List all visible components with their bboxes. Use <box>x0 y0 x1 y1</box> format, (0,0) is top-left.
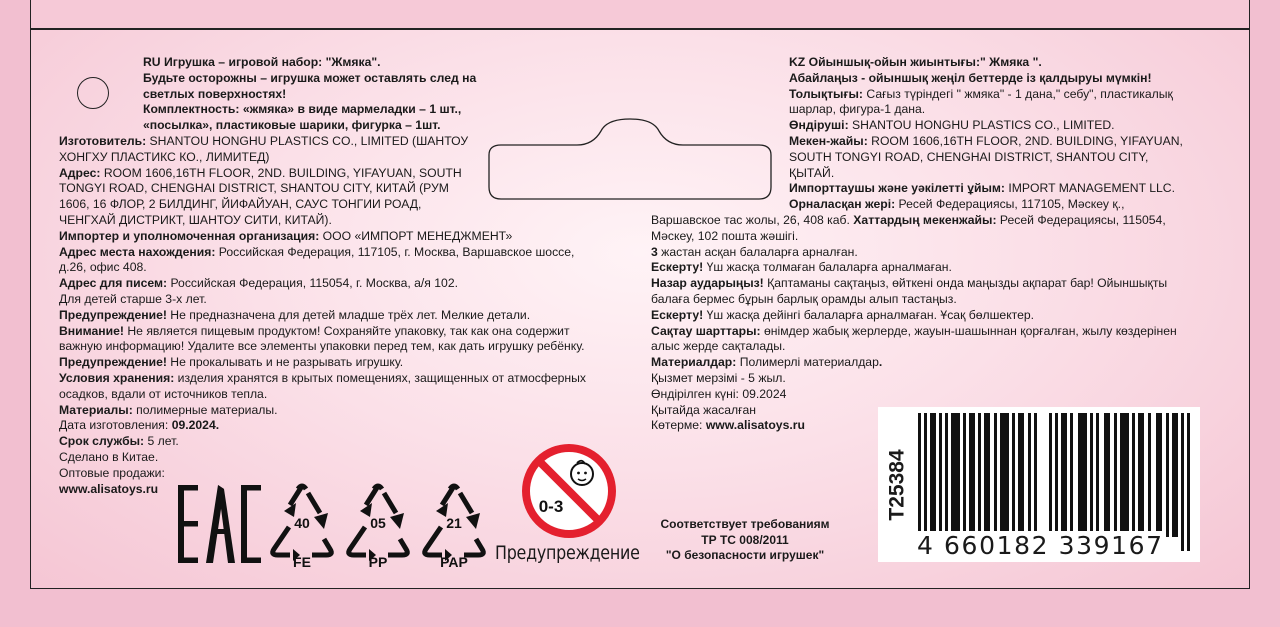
kz-details <box>651 213 1177 434</box>
ru-head-line: «посылка», пластиковые шарики, фигурка – 1шт. <box>143 118 441 133</box>
kz-caution: Абайлаңыз - ойыншық жеңіл беттерде із қалдыруы мүмкін! <box>789 70 1152 85</box>
recycle-pap-code: 21 <box>446 515 462 531</box>
ru-date <box>59 418 586 434</box>
ru-importer-label: Импортер и уполномоченная организация: <box>59 228 320 243</box>
kz-attention-value: Қаптаманы сақтаңыз, өйткені онда маңызды ақпарат бар! Ойыншықты <box>763 276 1168 291</box>
kz-produced: Өндірілген күні: 09.2024 <box>651 386 787 401</box>
ru-head-line: Комплектность: «жмяка» в виде мармеладки – 1 шт., <box>143 102 462 117</box>
ru-date-label: Дата изготовления: <box>59 418 172 433</box>
kz-importer-value: IMPORT MANAGEMENT LLC. <box>1004 181 1175 196</box>
kz-note-2-value: Үш жасқа дейінгі балаларға арналмаған. Ұсақ бөлшектер. <box>703 307 1035 322</box>
kz-attention <box>651 276 1177 292</box>
kz-prefix: KZ <box>789 55 806 69</box>
ru-warning-2-value: Не прокалывать и не разрывать игрушку. <box>166 355 404 370</box>
kz-title <box>789 55 1183 71</box>
ru-storage-label: Условия хранения: <box>59 370 175 385</box>
ru-location-cont: д.26, офис 408. <box>59 260 147 275</box>
ru-age: Для детей старше 3-х лет. <box>59 291 207 306</box>
kz-materials-label: Материалдар: <box>651 355 737 370</box>
kz-note-1-value: Үш жасқа толмаған балаларға арналмаған. <box>703 260 952 275</box>
kz-location <box>789 197 1183 213</box>
compliance-line: ТР ТС 008/2011 <box>701 532 789 547</box>
kz-address-cont: SOUTH TONGYI ROAD, CHENGHAI DISTRICT, SHANTOU CITY, <box>789 149 1149 164</box>
kz-location-cont-text: Варшавское тас жолы, 26, 408 каб. <box>651 213 854 227</box>
ru-storage-value: изделия хранятся в крытых помещениях, защищенных от атмосферных <box>174 370 586 385</box>
ru-warning-1-value: Не предназначена для детей младше трёх лет. Мелкие детали. <box>166 307 531 322</box>
kz-address-cont: ҚЫТАЙ. <box>789 165 835 180</box>
compliance-note <box>640 517 850 564</box>
ru-importer <box>59 229 586 245</box>
kz-attention-label: Назар аударыңыз! <box>651 276 764 291</box>
ru-head-line: Будьте осторожны – игрушка может оставлять след на <box>143 70 477 85</box>
ru-attention <box>59 324 586 340</box>
kz-storage-value: өнімдер жабық жерлерде, жауын-шашыннан қорғалған, жылу көздерінен <box>760 323 1177 338</box>
recycle-fe-icon <box>262 483 342 569</box>
kz-storage <box>651 324 1177 340</box>
kz-materials-dot: . <box>878 355 883 370</box>
kz-website: www.alisatoys.ru <box>705 418 805 433</box>
ru-location-value: Российская Федерация, 117105, г. Москва, Варшавское шоссе, <box>215 244 575 259</box>
recycle-pap-icon <box>414 483 494 569</box>
ru-warning-2-label: Предупреждение! <box>59 355 167 370</box>
top-flap <box>30 0 1250 29</box>
kz-mail-label: Хаттардың мекенжайы: <box>853 213 997 227</box>
ru-service-value: 5 лет. <box>144 434 179 449</box>
age-badge-text: 0-3 <box>538 497 564 516</box>
kz-location-label: Орналасқан жері: <box>789 197 896 212</box>
ru-manufacturer-value: SHANTOU HONGHU PLASTICS CO., LIMITED (ШАНТОУ <box>146 134 469 148</box>
ru-wholesale: Оптовые продажи: <box>59 465 165 480</box>
kz-contents-value: Сағыз түріндегі " жмяка" - 1 дана," себу", пластикалық <box>863 86 1173 101</box>
warning-caption: Предупреждение <box>495 543 640 564</box>
eac-mark-icon <box>178 485 262 565</box>
kz-header <box>789 55 1183 213</box>
article-number: T25384 <box>885 449 909 521</box>
ru-materials-label: Материалы: <box>59 402 133 417</box>
ru-importer-value: ООО «ИМПОРТ МЕНЕДЖМЕНТ» <box>319 228 513 243</box>
kz-location-value: Ресей Федерациясы, 117105, Мәскеу қ., <box>895 197 1125 212</box>
ru-warning-2 <box>59 355 586 371</box>
kz-note-2-label: Ескерту! <box>651 307 704 322</box>
barcode-number: 4 660182 339167 <box>917 531 1164 560</box>
kz-service: Қызмет мерзімі - 5 жыл. <box>651 370 786 385</box>
recycle-pap-label: PAP <box>440 554 468 569</box>
kz-manufacturer-value: SHANTOU HONGHU PLASTICS CO., LIMITED. <box>848 118 1115 133</box>
ru-storage-cont: осадков, вдали от источников тепла. <box>59 386 268 401</box>
ru-warning-1 <box>59 308 586 324</box>
ru-header <box>143 55 476 134</box>
ru-address-cont: 1606, 16 ФЛОР, 2 БИЛДИНГ, ЙИФАЙУАН, САУС ТОНГИИ РОАД, <box>59 197 422 212</box>
ru-warning-1-label: Предупреждение! <box>59 307 167 322</box>
kz-address-label: Мекен-жайы: <box>789 133 868 148</box>
ru-manufacturer-cont: ХОНГХУ ПЛАСТИКС КО., ЛИМИТЕД) <box>59 149 270 164</box>
recycle-pp-label: PP <box>368 554 388 569</box>
kz-storage-label: Сақтау шарттары: <box>651 323 761 338</box>
ru-manufacturer-label: Изготовитель: <box>59 134 147 148</box>
ru-letters <box>59 276 586 292</box>
kz-age-text: жастан асқан балаларға арналған. <box>657 244 858 259</box>
ru-date-value: 09.2024. <box>171 418 220 433</box>
kz-mail-value: Ресей Федерациясы, 115054, <box>996 213 1166 227</box>
kz-importer <box>789 181 1183 197</box>
kz-location-cont <box>651 213 1177 229</box>
ru-head-line: светлых поверхностях! <box>143 86 287 101</box>
ru-attention-label: Внимание! <box>59 323 124 338</box>
ru-storage <box>59 371 586 387</box>
kz-attention-cont: балаға бермес бұрын барлық орамды алып тастаңыз. <box>651 291 957 306</box>
kz-wholesale-label: Көтерме: <box>651 418 706 433</box>
kz-age-number: 3 <box>651 244 658 259</box>
kz-note-2 <box>651 308 1177 324</box>
barcode-digits <box>917 531 1164 560</box>
hang-hole-circle <box>77 77 109 109</box>
recycle-fe-code: 40 <box>294 515 310 531</box>
recycle-pp-code: 05 <box>370 515 386 531</box>
compliance-line: Соответствует требованиям <box>660 517 830 531</box>
ru-attention-cont: важную информацию! Удалите все элементы упаковки перед тем, как дать игрушку ребёнку. <box>59 339 585 354</box>
ru-location-label: Адрес места нахождения: <box>59 244 216 259</box>
kz-mail-cont: Мәскеу, 102 пошта жәшігі. <box>651 228 799 243</box>
ru-address-value: ROOM 1606,16TH FLOOR, 2ND. BUILDING, YIFAYUAN, SOUTH <box>100 165 462 180</box>
ru-letters-label: Адрес для писем: <box>59 276 168 291</box>
ru-website: www.alisatoys.ru <box>59 481 159 496</box>
ru-address-label: Адрес: <box>59 165 101 180</box>
kz-contents-cont: шарлар, фигура-1 дана. <box>789 102 926 117</box>
ru-service-label: Срок службы: <box>59 434 145 449</box>
kz-materials-value: Полимерлі материалдар <box>736 355 879 370</box>
kz-title-text: Ойыншық-ойын жиынтығы:" Жмяка ". <box>805 55 1042 69</box>
ru-attention-value: Не является пищевым продуктом! Сохраняйте упаковку, так как она содержит <box>123 323 570 338</box>
kz-age <box>651 245 1177 261</box>
ru-address-cont: TONGYI ROAD, CHENGHAI DISTRICT, SHANTOU CITY, КИТАЙ (РУМ <box>59 181 449 196</box>
ru-materials <box>59 403 586 419</box>
ru-address-cont: ЧЕНГХАЙ ДИСТРИКТ, ШАНТОУ СИТИ, КИТАЙ). <box>59 212 332 227</box>
ru-location <box>59 245 586 261</box>
kz-manufacturer <box>789 118 1183 134</box>
ru-made-in: Сделано в Китае. <box>59 449 159 464</box>
ru-letters-value: Российская Федерация, 115054, г. Москва, а/я 102. <box>167 276 458 291</box>
kz-materials <box>651 355 1177 371</box>
kz-importer-label: Импорттаушы және уәкілетті ұйым: <box>789 181 1005 196</box>
ru-materials-value: полимерные материалы. <box>132 402 278 417</box>
ru-details <box>59 134 586 497</box>
recycle-fe-label: FE <box>293 554 311 569</box>
kz-contents <box>789 87 1183 103</box>
kz-made-in: Қытайда жасалған <box>651 402 757 417</box>
kz-note-1-label: Ескерту! <box>651 260 704 275</box>
kz-address <box>789 134 1183 150</box>
recycle-pp-icon <box>338 483 418 569</box>
kz-note-1 <box>651 260 1177 276</box>
compliance-line: "О безопасности игрушек" <box>665 548 825 562</box>
age-warning-icon <box>519 441 619 541</box>
kz-storage-cont: алыс жерде сақталады. <box>651 339 786 354</box>
kz-manufacturer-label: Өндіруші: <box>789 118 849 133</box>
ru-manufacturer <box>59 134 586 150</box>
ru-head-line: RU Игрушка – игровой набор: "Жмяка". <box>143 55 381 69</box>
ru-service <box>59 434 586 450</box>
ru-address <box>59 166 586 182</box>
kz-address-value: ROOM 1606,16TH FLOOR, 2ND. BUILDING, YIFAYUAN, <box>867 133 1183 148</box>
kz-contents-label: Толықтығы: <box>789 86 863 101</box>
